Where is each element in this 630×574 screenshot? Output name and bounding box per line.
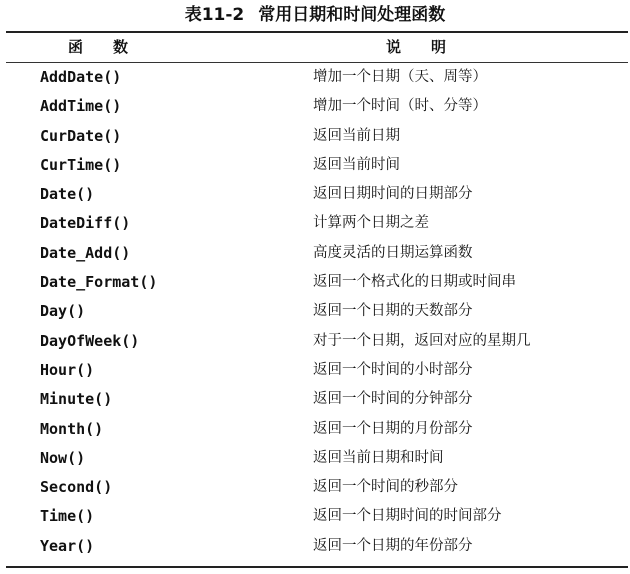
function-description: 增加一个时间（时、分等） — [313, 98, 487, 115]
table-row — [6, 385, 628, 414]
table-row — [6, 268, 628, 297]
function-name: Date_Format() — [40, 273, 158, 292]
function-name: Time() — [40, 507, 95, 526]
function-name: CurDate() — [40, 126, 122, 145]
function-name: DateDiff() — [40, 214, 131, 233]
table-row — [6, 356, 628, 385]
function-description: 增加一个日期（天、周等） — [313, 69, 487, 85]
function-description: 返回一个时间的小时部分 — [313, 361, 473, 378]
header-function-column: 函数 — [68, 38, 159, 56]
function-description: 高度灵活的日期运算函数 — [313, 244, 473, 261]
table-row — [6, 444, 628, 473]
function-description: 返回一个日期的年份部分 — [313, 537, 473, 554]
table-row — [6, 151, 628, 180]
function-name: Second() — [40, 478, 113, 497]
function-name: Year() — [40, 536, 95, 555]
function-name: Date() — [40, 185, 95, 204]
function-name: AddTime() — [40, 97, 122, 116]
function-description: 返回一个格式化的日期或时间串 — [313, 274, 516, 291]
table-row — [6, 415, 628, 444]
function-description: 返回一个时间的秒部分 — [313, 479, 458, 496]
function-description: 返回一个日期时间的时间部分 — [313, 508, 502, 525]
table-row — [6, 239, 628, 268]
function-name: DayOfWeek() — [40, 331, 140, 350]
table-row — [6, 473, 628, 502]
function-description: 返回一个日期的月份部分 — [313, 420, 473, 437]
table-caption — [0, 2, 630, 28]
table-row — [6, 502, 628, 531]
table-row — [6, 532, 628, 561]
table-row — [6, 297, 628, 326]
table-number: 表11-2 — [184, 5, 245, 25]
function-name: Minute() — [40, 390, 113, 409]
table-row — [6, 180, 628, 209]
function-description: 对于一个日期，返回对应的星期几 — [313, 332, 531, 349]
table-row — [6, 92, 628, 121]
function-description: 返回日期时间的日期部分 — [313, 186, 473, 203]
table-header-row — [6, 33, 628, 62]
function-description: 返回当前日期 — [313, 127, 400, 144]
table-bottom-rule — [6, 566, 628, 568]
table-body — [6, 63, 628, 561]
table-row — [6, 122, 628, 151]
function-name: Now() — [40, 448, 86, 467]
function-description: 返回一个时间的分钟部分 — [313, 391, 473, 408]
function-name: Date_Add() — [40, 243, 131, 262]
header-description-column: 说明 — [386, 38, 477, 56]
function-description: 计算两个日期之差 — [313, 215, 429, 232]
function-description: 返回当前日期和时间 — [313, 449, 444, 466]
function-description: 返回当前时间 — [313, 156, 400, 173]
table-row — [6, 327, 628, 356]
function-name: AddDate() — [40, 68, 122, 86]
table-title: 常用日期和时间处理函数 — [258, 5, 446, 25]
function-name: Month() — [40, 419, 104, 438]
table-row — [6, 63, 628, 92]
function-name: CurTime() — [40, 155, 122, 174]
function-name: Hour() — [40, 360, 95, 379]
table-row — [6, 209, 628, 238]
function-description: 返回一个日期的天数部分 — [313, 303, 473, 320]
function-name: Day() — [40, 302, 86, 321]
